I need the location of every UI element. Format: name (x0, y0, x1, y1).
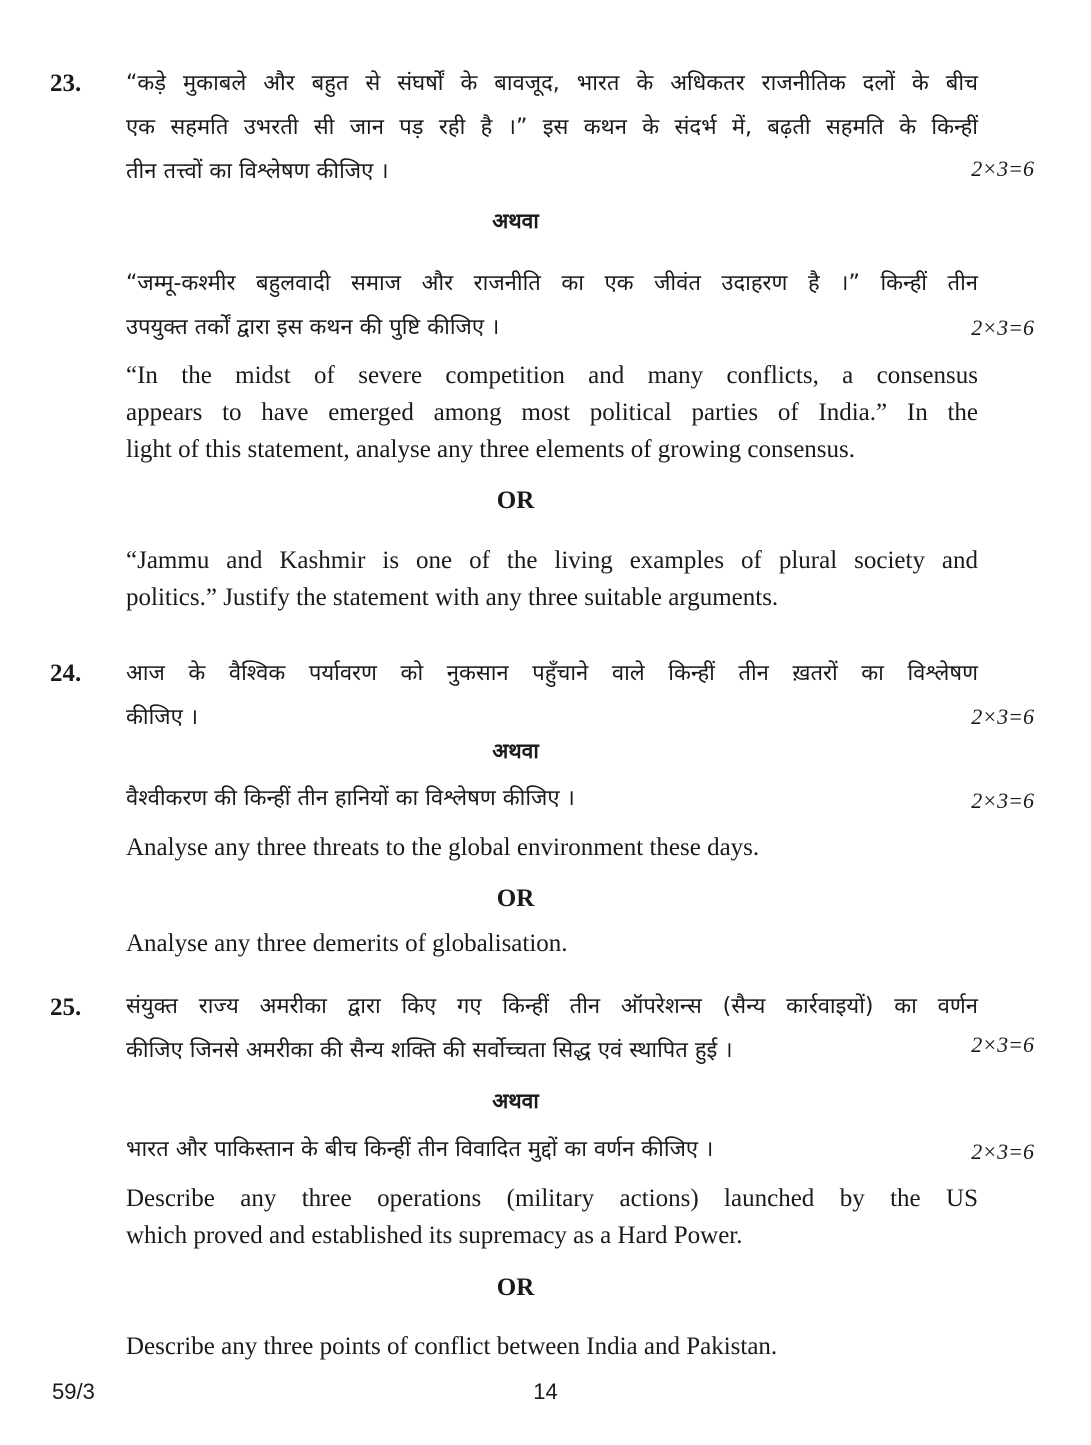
english-line: light of this statement, analyse any three elements of growing consensus. (126, 436, 855, 463)
or-separator-hindi: अथवा (492, 739, 539, 763)
or-separator-hindi: अथवा (492, 1089, 539, 1113)
english-line: Analyse any three demerits of globalisation. (126, 930, 568, 957)
english-line: Analyse any three threats to the global environment these days. (126, 834, 760, 861)
or-separator-english: OR (496, 1274, 535, 1301)
hindi-line: संयुक्त राज्य अमरीका द्वारा किए गए किन्हीं तीन ऑपरेशन्स (सैन्य कार्रवाइयों) का वर्णन (126, 994, 978, 1019)
question-english-text (126, 829, 978, 866)
hindi-line: कीजिए । (126, 705, 199, 730)
hindi-line: तीन तत्त्वों का विश्लेषण कीजिए । (126, 159, 389, 184)
question-hindi-text (126, 652, 978, 740)
english-line: politics.” Justify the statement with any three suitable arguments. (126, 584, 779, 611)
english-line: which proved and established its supremacy as a Hard Power. (126, 1222, 743, 1249)
question-english-alternative (126, 1328, 978, 1365)
marks-label: 2×3=6 (971, 788, 1034, 813)
or-separator-english: OR (496, 487, 535, 514)
hindi-line: आज के वैश्विक पर्यावरण को नुकसान पहुँचाने वाले किन्हीं तीन ख़तरों का विश्लेषण (126, 661, 978, 686)
marks-label: 2×3=6 (971, 1139, 1034, 1164)
question-english-alternative (126, 542, 978, 616)
page-number: 14 (533, 1379, 558, 1404)
marks-label: 2×3=6 (971, 315, 1034, 340)
question-hindi-alternative (126, 777, 978, 821)
hindi-line: भारत और पाकिस्तान के बीच किन्हीं तीन विवादित मुद्दों का वर्णन कीजिए । (126, 1137, 714, 1162)
english-line: Describe any three operations (military actions) launched by the US (126, 1185, 978, 1212)
question-number: 23. (50, 70, 82, 97)
question-hindi-alternative (126, 1128, 978, 1172)
hindi-line: वैश्वीकरण की किन्हीं तीन हानियों का विश्लेषण कीजिए । (126, 786, 575, 811)
question-english-text (126, 1180, 978, 1254)
question-hindi-text (126, 985, 978, 1073)
hindi-line: “कड़े मुकाबले और बहुत से संघर्षों के बावजूद, भारत के अधिकतर राजनीतिक दलों के बीच (126, 71, 978, 96)
question-number: 24. (50, 660, 82, 687)
question-english-alternative (126, 925, 978, 962)
marks-label: 2×3=6 (971, 704, 1034, 729)
marks-label: 2×3=6 (971, 1032, 1034, 1057)
question-number: 25. (50, 994, 82, 1021)
hindi-line: एक सहमति उभरती सी जान पड़ रही है ।” इस कथन के संदर्भ में, बढ़ती सहमति के किन्हीं (126, 115, 978, 140)
english-line: appears to have emerged among most political parties of India.” In the (126, 399, 978, 426)
hindi-line: उपयुक्त तर्कों द्वारा इस कथन की पुष्टि कीजिए । (126, 315, 500, 340)
or-separator-english: OR (496, 885, 535, 912)
question-hindi-alternative (126, 262, 978, 350)
hindi-line: “जम्मू-कश्मीर बहुलवादी समाज और राजनीति का एक जीवंत उदाहरण है ।” किन्हीं तीन (126, 271, 978, 296)
paper-code: 59/3 (52, 1379, 95, 1404)
english-line: “In the midst of severe competition and many conflicts, a consensus (126, 362, 978, 389)
hindi-line: कीजिए जिनसे अमरीका की सैन्य शक्ति की सर्वोच्चता सिद्ध एवं स्थापित हुई । (126, 1038, 733, 1063)
question-hindi-text (126, 62, 978, 194)
or-separator-hindi: अथवा (492, 209, 539, 233)
english-line: Describe any three points of conflict between India and Pakistan. (126, 1333, 778, 1360)
english-line: “Jammu and Kashmir is one of the living examples of plural society and (126, 547, 978, 574)
question-english-text (126, 357, 978, 468)
marks-label: 2×3=6 (971, 156, 1034, 181)
